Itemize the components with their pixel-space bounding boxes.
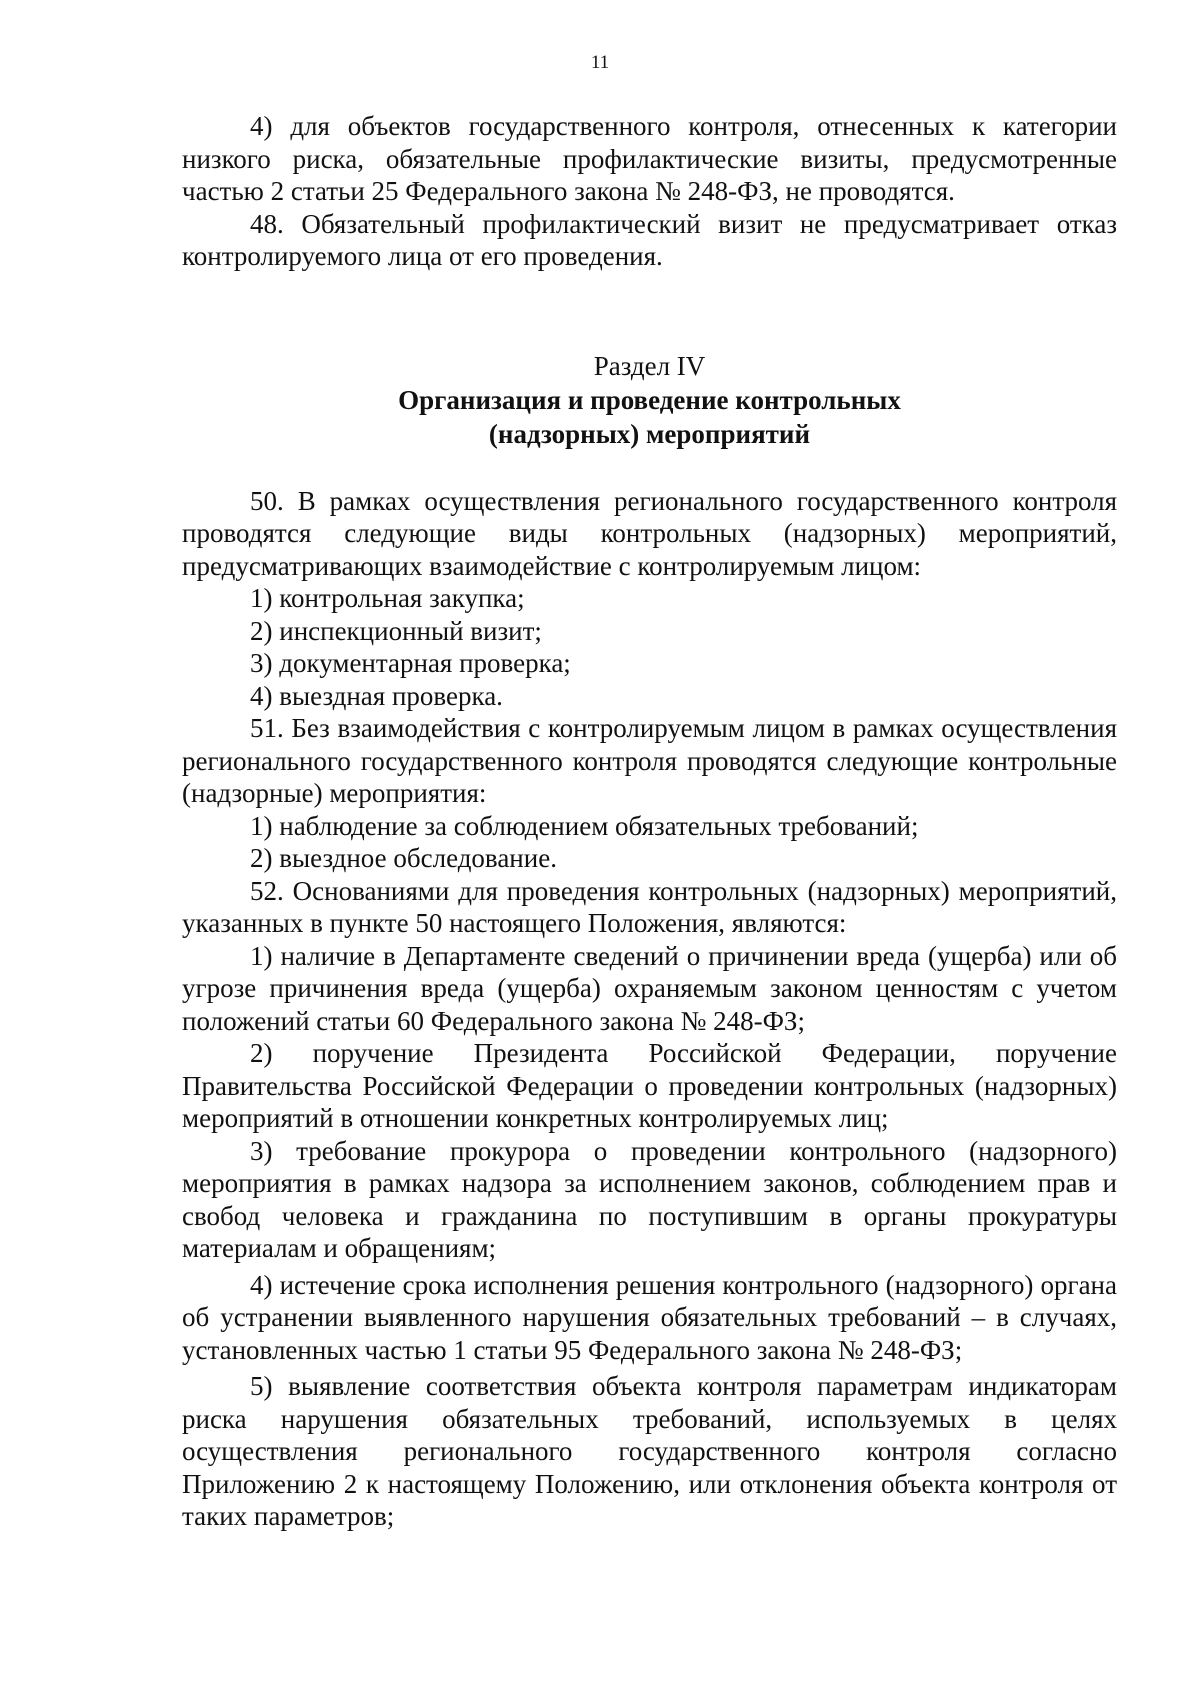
list-item: 4) выездная проверка. — [250, 680, 503, 711]
list-item: 1) наблюдение за соблюдением обязательных требований; — [250, 810, 919, 841]
paragraph-50: 50. В рамках осуществления регионального государственного контроля проводятся следующие виды контрольных (надзорных) мероприятий, предусматривающих взаимодействие с контролируемым лицом: — [182, 485, 1117, 581]
list-item: 3) документарная проверка; — [250, 648, 571, 678]
list-item: 1) наличие в Департаменте сведений о причинении вреда (ущерба) или об угрозе причинения вреда (ущерба) охраняемым законом ценностям с учетом положений статьи 60 Федерального закона № 248-ФЗ; — [182, 940, 1117, 1036]
paragraph-item-4-low-risk: 4) для объектов государственного контроля, отнесенных к категории низкого риска, обязательные профилактические визиты, предусмотренные частью 2 статьи 25 Федерального закона № 248-ФЗ, не проводятся. — [182, 111, 1117, 206]
paragraph-48: 48. Обязательный профилактический визит не предусматривает отказ контролируемого лица от его проведения. — [182, 208, 1117, 271]
section-heading — [182, 349, 1117, 451]
paragraph-51: 51. Без взаимодействия с контролируемым лицом в рамках осуществления регионального государственного контроля проводятся следующие контрольные (надзорные) мероприятия: — [182, 713, 1117, 808]
list-item: 5) выявление соответствия объекта контроля параметрам индикаторам риска нарушения обязательных требований, используемых в целях осуществления регионального государственного контроля согласно Приложению 2 к настоящему Положению, или отклонения объекта контроля от таких параметров; — [182, 1371, 1117, 1531]
list-item: 3) требование прокурора о проведении контрольного (надзорного) мероприятия в рамках надзора за исполнением законов, соблюдением прав и свобод человека и гражданина по поступившим в органы прокуратуры материалам и обращениям; — [182, 1135, 1117, 1263]
document-body — [182, 110, 1117, 1533]
list-item: 2) поручение Президента Российской Федерации, поручение Правительства Российской Федерации о проведении контрольных (надзорных) мероприятий в отношении конкретных контролируемых лиц; — [182, 1038, 1117, 1133]
list-item: 1) контрольная закупка; — [250, 583, 525, 613]
list-item: 2) выездное обследование. — [250, 843, 557, 873]
list-item: 2) инспекционный визит; — [250, 615, 542, 646]
section-title: Организация и проведение контрольных (надзорных) мероприятий — [398, 384, 901, 449]
section-label: Раздел IV — [593, 350, 706, 381]
paragraph-52: 52. Основаниями для проведения контрольных (надзорных) мероприятий, указанных в пункте 50 настоящего Положения, являются: — [182, 875, 1117, 938]
list-item: 4) истечение срока исполнения решения контрольного (надзорного) органа об устранении выявленного нарушения обязательных требований – в случаях, установленных частью 1 статьи 95 Федерального закона № 248-ФЗ; — [182, 1269, 1117, 1365]
page-number: 11 — [590, 52, 610, 73]
